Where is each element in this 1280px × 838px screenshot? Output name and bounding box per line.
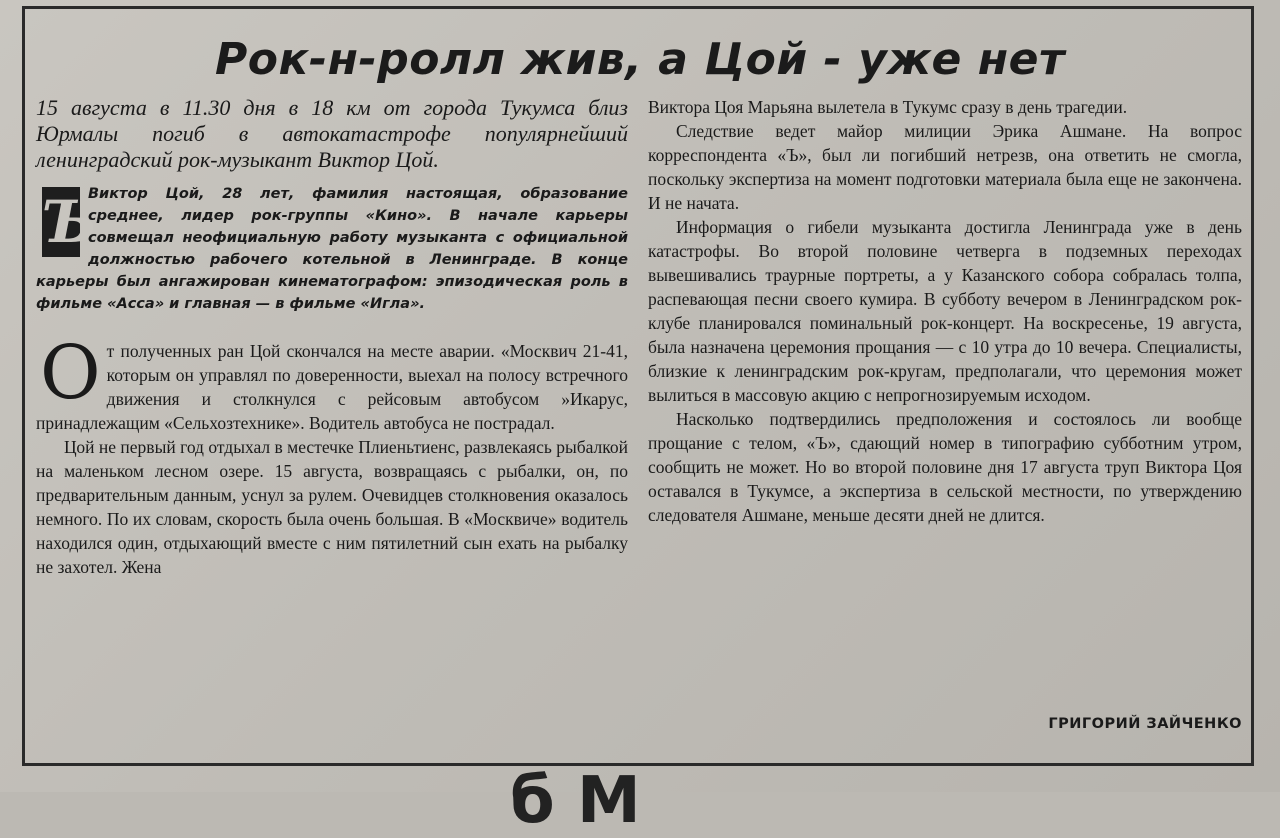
author-byline: ГРИГОРИЙ ЗАЙЧЕНКО [1048,716,1242,732]
right-column [648,95,1242,527]
drop-cap: О [40,330,101,416]
paragraph: Насколько подтвердились предположения и состоялось ли вообще прощание с телом, «Ъ», сдающий номер в типографию субботним утром, сообщить не может. Но во второй половине дня 17 августа труп Виктора Цоя оставался в Тукумсе, а экспертиза в сельской местности, по утверждению следователя Ашмане, меньше десяти дней не длится. [648,409,1242,525]
paragraph: Следствие ведет майор милиции Эрика Ашмане. На вопрос корреспондента «Ъ», был ли погибший нетрезв, она ответить не смогла, поскольку экспертиза на момент подготовки материала была еще не закончена. И не начата. [648,121,1242,213]
left-column [36,95,628,579]
paragraph: Цой не первый год отдыхал в местечке Плиеньтиенс, развлекаясь рыбалкой на маленьком лесном озере. 15 августа, возвращаясь с рыбалки, он, по предварительным данным, уснул за рулем. Очевидцев столкновения оказалось немного. По их словам, скорость была очень большая. В «Москвиче» водитель находился один, отдыхающий вместе с ним пятилетний сын ехать на рыбалку не захотел. Жена [36,437,628,577]
article-headline: Рок-н-ролл жив, а Цой - уже нет [215,34,1065,85]
paragraph: Виктора Цоя Марьяна вылетела в Тукумс сразу в день трагедии. [648,97,1128,117]
bio-text: Виктор Цой, 28 лет, фамилия настоящая, образование среднее, лидер рок-группы «Кино». В начале карьеры совмещал неофициальную работу музыканта с официальной должностью рабочего котельной в Ленинграде. В конце карьеры был ангажирован кинематографом: эпизодическая роль в фильме «Асса» и главная — в фильме «Игла». [36,186,628,312]
paragraph [36,330,628,435]
next-article-title-text: б М [510,764,641,838]
paragraph-text: т полученных ран Цой скончался на месте аварии. «Москвич 21-41, которым он управлял по доверенности, выехал на полосу встречного движения и столкнулся с рейсовым автобусом »Икарус, принадлежащим «Сельхозтехнике». Водитель автобуса не пострадал. [36,341,628,433]
bio-box [36,183,628,315]
paragraph: Информация о гибели музыканта достигла Ленинграда уже в день катастрофы. Во второй половине четверга в подземных переходах вывешивались траурные портреты, а у Казанского собора собралась толпа, распевающая песни своего кумира. В субботу вечером в Ленинградском рок-клубе планировался поминальный рок-концерт. На воскресенье, 19 августа, была назначена церемония прощания — с 10 утра до 10 вечера. Специалисты, близкие к ленинградским рок-кругам, предполагали, что церемония может вылиться в массовую акцию с непрогнозируемым исходом. [648,217,1242,405]
article-lede: 15 августа в 11.30 дня в 18 км от города Тукумса близ Юрмалы погиб в автокатастрофе популярнейший ленинградский рок-музыкант Виктор Цой. [36,95,628,172]
next-article-title-fragment [0,758,1280,838]
kommersant-logo-icon: Ъ [42,188,98,256]
